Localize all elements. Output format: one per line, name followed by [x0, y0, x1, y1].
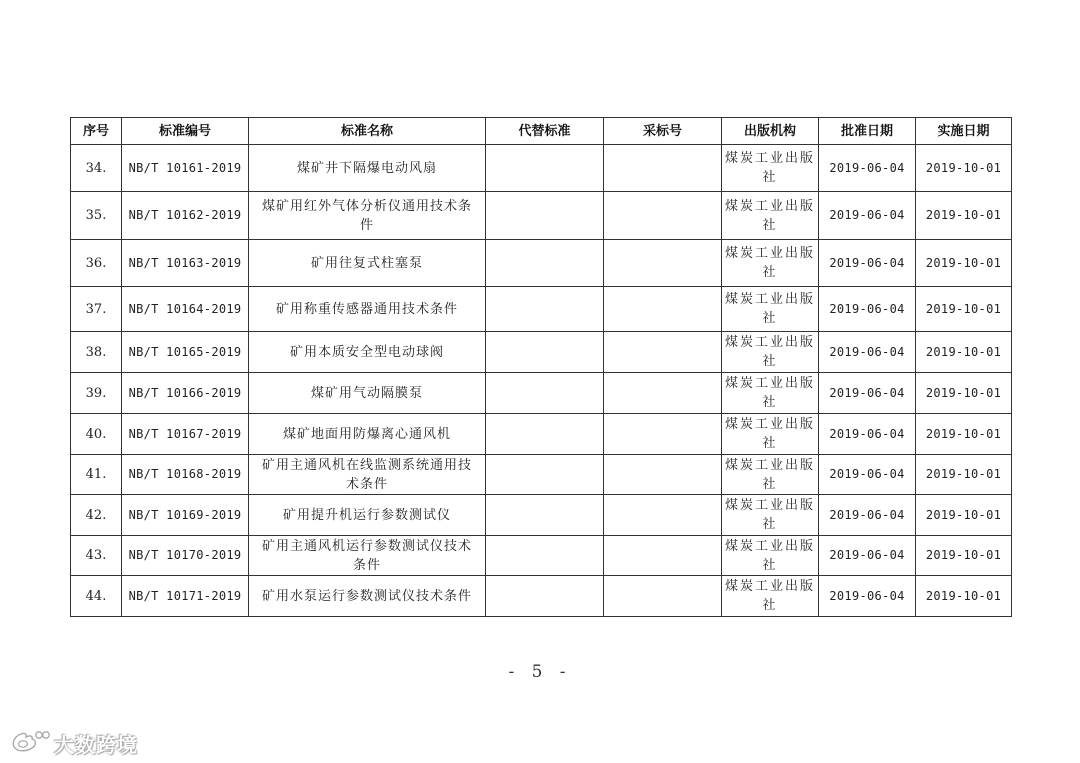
cell-effective: 2019-10-01: [916, 536, 1012, 576]
cell-name: 矿用主通风机运行参数测试仪技术条件: [249, 536, 486, 576]
cell-effective: 2019-10-01: [916, 495, 1012, 536]
cell-seq: 44.: [71, 576, 122, 617]
cell-publisher: 煤炭工业出版社: [722, 373, 819, 414]
cell-publisher: 煤炭工业出版社: [722, 495, 819, 536]
cell-name: 煤矿用红外气体分析仪通用技术条件: [249, 192, 486, 240]
cell-seq: 42.: [71, 495, 122, 536]
cell-approved: 2019-06-04: [819, 240, 916, 287]
cell-publisher: 煤炭工业出版社: [722, 192, 819, 240]
cell-seq: 38.: [71, 332, 122, 373]
table-row: [71, 240, 1012, 287]
header-publisher: 出版机构: [722, 118, 819, 145]
table-row: [71, 495, 1012, 536]
cell-code: NB/T 10170-2019: [122, 536, 249, 576]
cell-code: NB/T 10165-2019: [122, 332, 249, 373]
cell-replaces: [486, 287, 604, 332]
cell-publisher: 煤炭工业出版社: [722, 414, 819, 455]
cell-replaces: [486, 576, 604, 617]
weibo-logo-icon: [10, 727, 50, 759]
cell-code: NB/T 10167-2019: [122, 414, 249, 455]
cell-effective: 2019-10-01: [916, 576, 1012, 617]
cell-code: NB/T 10162-2019: [122, 192, 249, 240]
cell-seq: 39.: [71, 373, 122, 414]
cell-seq: 43.: [71, 536, 122, 576]
cell-code: NB/T 10161-2019: [122, 145, 249, 192]
cell-publisher: 煤炭工业出版社: [722, 240, 819, 287]
cell-approved: 2019-06-04: [819, 145, 916, 192]
cell-replaces: [486, 414, 604, 455]
table-row: [71, 414, 1012, 455]
cell-replaces: [486, 192, 604, 240]
cell-replaces: [486, 455, 604, 495]
cell-effective: 2019-10-01: [916, 240, 1012, 287]
cell-approved: 2019-06-04: [819, 495, 916, 536]
cell-publisher: 煤炭工业出版社: [722, 332, 819, 373]
cell-approved: 2019-06-04: [819, 373, 916, 414]
header-name: 标准名称: [249, 118, 486, 145]
cell-approved: 2019-06-04: [819, 332, 916, 373]
cell-name: 矿用主通风机在线监测系统通用技术条件: [249, 455, 486, 495]
cell-adopted: [604, 373, 722, 414]
cell-replaces: [486, 332, 604, 373]
watermark-text: 大数跨境: [54, 732, 138, 757]
table-header-row: [71, 118, 1012, 145]
cell-seq: 36.: [71, 240, 122, 287]
cell-code: NB/T 10164-2019: [122, 287, 249, 332]
header-adopted: 采标号: [604, 118, 722, 145]
cell-code: NB/T 10166-2019: [122, 373, 249, 414]
cell-code: NB/T 10163-2019: [122, 240, 249, 287]
cell-replaces: [486, 373, 604, 414]
cell-publisher: 煤炭工业出版社: [722, 145, 819, 192]
table-row: [71, 145, 1012, 192]
cell-seq: 40.: [71, 414, 122, 455]
cell-effective: 2019-10-01: [916, 192, 1012, 240]
page-number: - 5 -: [508, 662, 572, 682]
cell-effective: 2019-10-01: [916, 373, 1012, 414]
header-seq: 序号: [71, 118, 122, 145]
cell-seq: 41.: [71, 455, 122, 495]
cell-adopted: [604, 455, 722, 495]
cell-name: 煤矿用气动隔膜泵: [249, 373, 486, 414]
cell-adopted: [604, 536, 722, 576]
table-row: [71, 332, 1012, 373]
cell-approved: 2019-06-04: [819, 576, 916, 617]
cell-replaces: [486, 240, 604, 287]
cell-approved: 2019-06-04: [819, 414, 916, 455]
cell-seq: 35.: [71, 192, 122, 240]
cell-publisher: 煤炭工业出版社: [722, 455, 819, 495]
cell-adopted: [604, 145, 722, 192]
header-code: 标准编号: [122, 118, 249, 145]
table-row: [71, 455, 1012, 495]
cell-name: 矿用往复式柱塞泵: [249, 240, 486, 287]
cell-seq: 34.: [71, 145, 122, 192]
cell-effective: 2019-10-01: [916, 332, 1012, 373]
table-row: [71, 192, 1012, 240]
cell-name: 煤矿地面用防爆离心通风机: [249, 414, 486, 455]
cell-seq: 37.: [71, 287, 122, 332]
cell-adopted: [604, 414, 722, 455]
cell-name: 煤矿井下隔爆电动风扇: [249, 145, 486, 192]
cell-publisher: 煤炭工业出版社: [722, 287, 819, 332]
header-effective: 实施日期: [916, 118, 1012, 145]
cell-replaces: [486, 145, 604, 192]
cell-replaces: [486, 536, 604, 576]
cell-adopted: [604, 332, 722, 373]
cell-approved: 2019-06-04: [819, 536, 916, 576]
table-row: [71, 287, 1012, 332]
cell-name: 矿用水泵运行参数测试仪技术条件: [249, 576, 486, 617]
cell-publisher: 煤炭工业出版社: [722, 536, 819, 576]
cell-code: NB/T 10168-2019: [122, 455, 249, 495]
table-row: [71, 373, 1012, 414]
cell-replaces: [486, 495, 604, 536]
cell-name: 矿用称重传感器通用技术条件: [249, 287, 486, 332]
cell-code: NB/T 10171-2019: [122, 576, 249, 617]
watermark: [10, 726, 138, 760]
cell-name: 矿用本质安全型电动球阀: [249, 332, 486, 373]
cell-adopted: [604, 192, 722, 240]
cell-approved: 2019-06-04: [819, 192, 916, 240]
cell-name: 矿用提升机运行参数测试仪: [249, 495, 486, 536]
cell-adopted: [604, 495, 722, 536]
cell-effective: 2019-10-01: [916, 287, 1012, 332]
cell-adopted: [604, 576, 722, 617]
cell-approved: 2019-06-04: [819, 455, 916, 495]
standards-table: [70, 117, 1012, 617]
header-approved: 批准日期: [819, 118, 916, 145]
header-replaces: 代替标准: [486, 118, 604, 145]
cell-effective: 2019-10-01: [916, 455, 1012, 495]
table-row: [71, 536, 1012, 576]
cell-adopted: [604, 240, 722, 287]
cell-effective: 2019-10-01: [916, 414, 1012, 455]
cell-publisher: 煤炭工业出版社: [722, 576, 819, 617]
cell-approved: 2019-06-04: [819, 287, 916, 332]
cell-effective: 2019-10-01: [916, 145, 1012, 192]
cell-adopted: [604, 287, 722, 332]
cell-code: NB/T 10169-2019: [122, 495, 249, 536]
table-row: [71, 576, 1012, 617]
